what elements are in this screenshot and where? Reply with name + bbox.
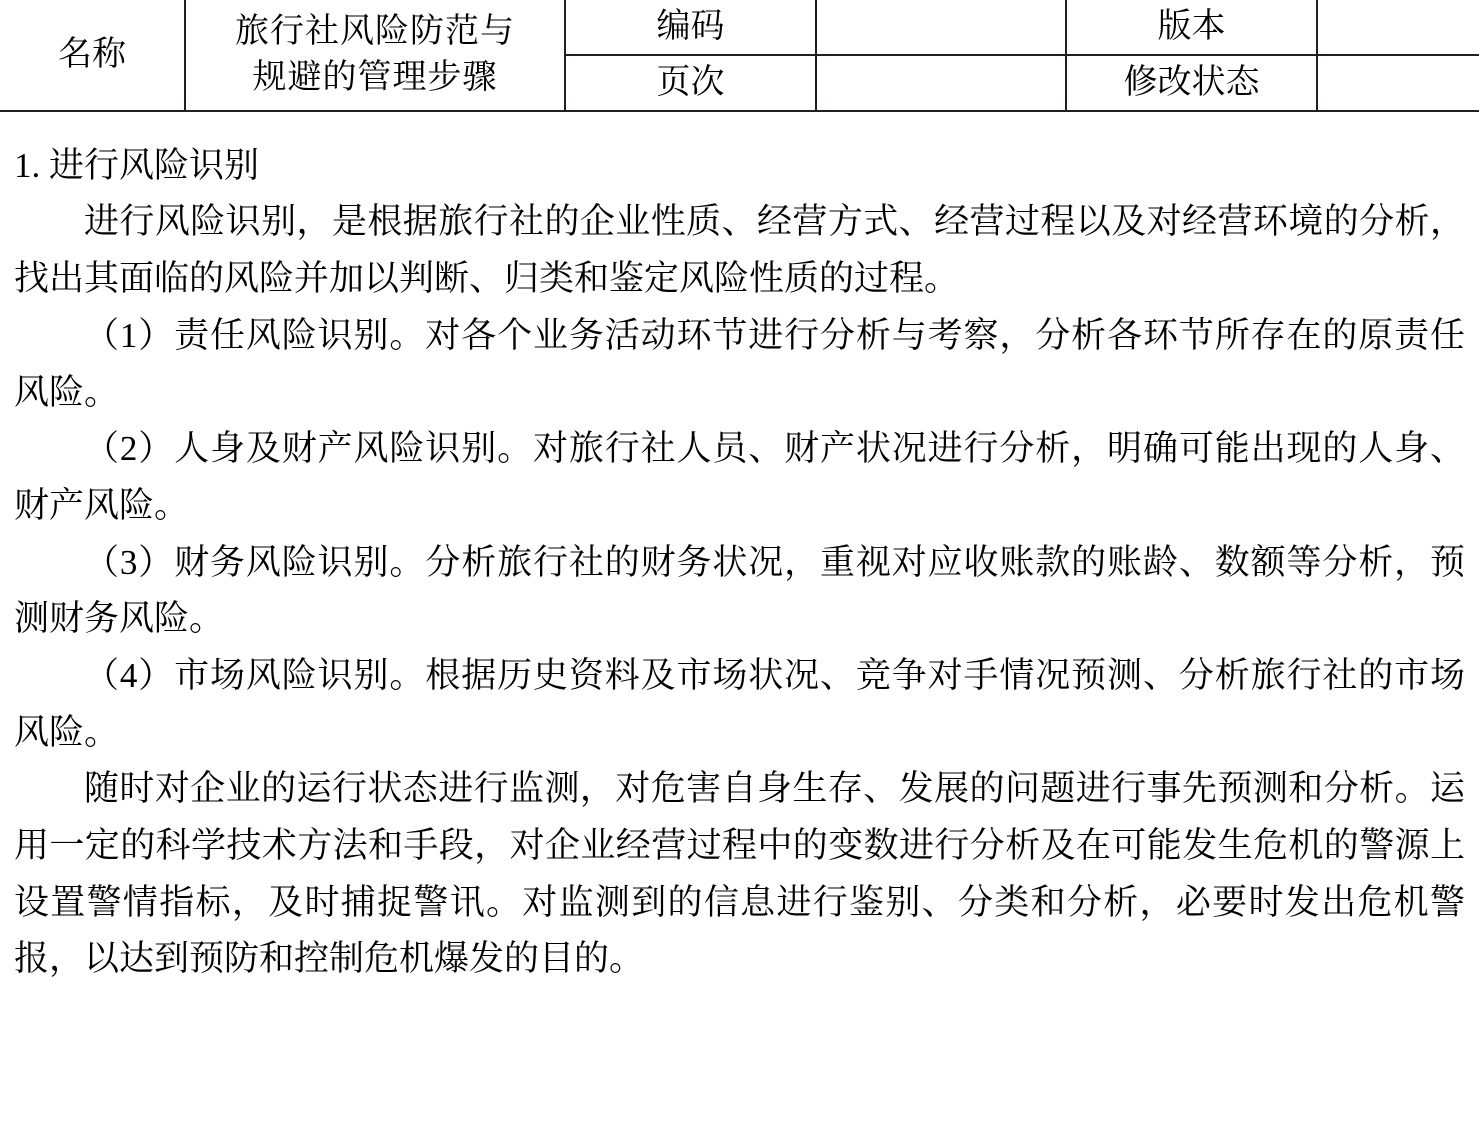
page-value-cell[interactable] (816, 55, 1066, 111)
body-paragraph-6: 随时对企业的运行状态进行监测，对危害自身生存、发展的问题进行事先预测和分析。运用一定的科学技术方法和手段，对企业经营过程中的变数进行分析及在可能发生危机的警源上设置警情指标，及时捕捉警讯。对监测到的信息进行鉴别、分类和分析，必要时发出危机警报，以达到预防和控制危机爆发的目的。 (14, 769, 1465, 979)
revision-label-cell: 修改状态 (1066, 55, 1317, 111)
body-paragraph-2: （1）责任风险识别。对各个业务活动环节进行分析与考察，分析各环节所存在的原责任风险。 (14, 315, 1465, 412)
document-header-table (0, 0, 1479, 112)
document-title-cell (185, 0, 565, 111)
code-value-cell[interactable] (816, 0, 1066, 55)
body-paragraph-3: （2）人身及财产风险识别。对旅行社人员、财产状况进行分析，明确可能出现的人身、财产风险。 (14, 429, 1465, 525)
section-heading: 1. 进行风险识别 (14, 145, 260, 185)
document-title-line-1: 旅行社风险防范与 (235, 13, 515, 50)
body-paragraph-1: 进行风险识别，是根据旅行社的企业性质、经营方式、经营过程以及对经营环境的分析，找出其面临的风险并加以判断、归类和鉴定风险性质的过程。 (14, 202, 1465, 299)
version-value-cell[interactable] (1317, 0, 1479, 55)
page-label-cell: 页次 (565, 55, 816, 111)
version-label-cell: 版本 (1066, 0, 1317, 55)
document-title-line-2: 规避的管理步骤 (252, 58, 498, 96)
table-row (0, 0, 1479, 55)
body-paragraph-4: （3）财务风险识别。分析旅行社的财务状况，重视对应收账款的账龄、数额等分析，预测财务风险。 (14, 542, 1465, 639)
name-label-cell: 名称 (0, 0, 185, 111)
code-label-cell: 编码 (565, 0, 816, 55)
revision-value-cell[interactable] (1317, 55, 1479, 111)
body-paragraph-5: （4）市场风险识别。根据历史资料及市场状况、竞争对手情况预测、分析旅行社的市场风险。 (14, 655, 1465, 752)
document-body (0, 112, 1479, 988)
